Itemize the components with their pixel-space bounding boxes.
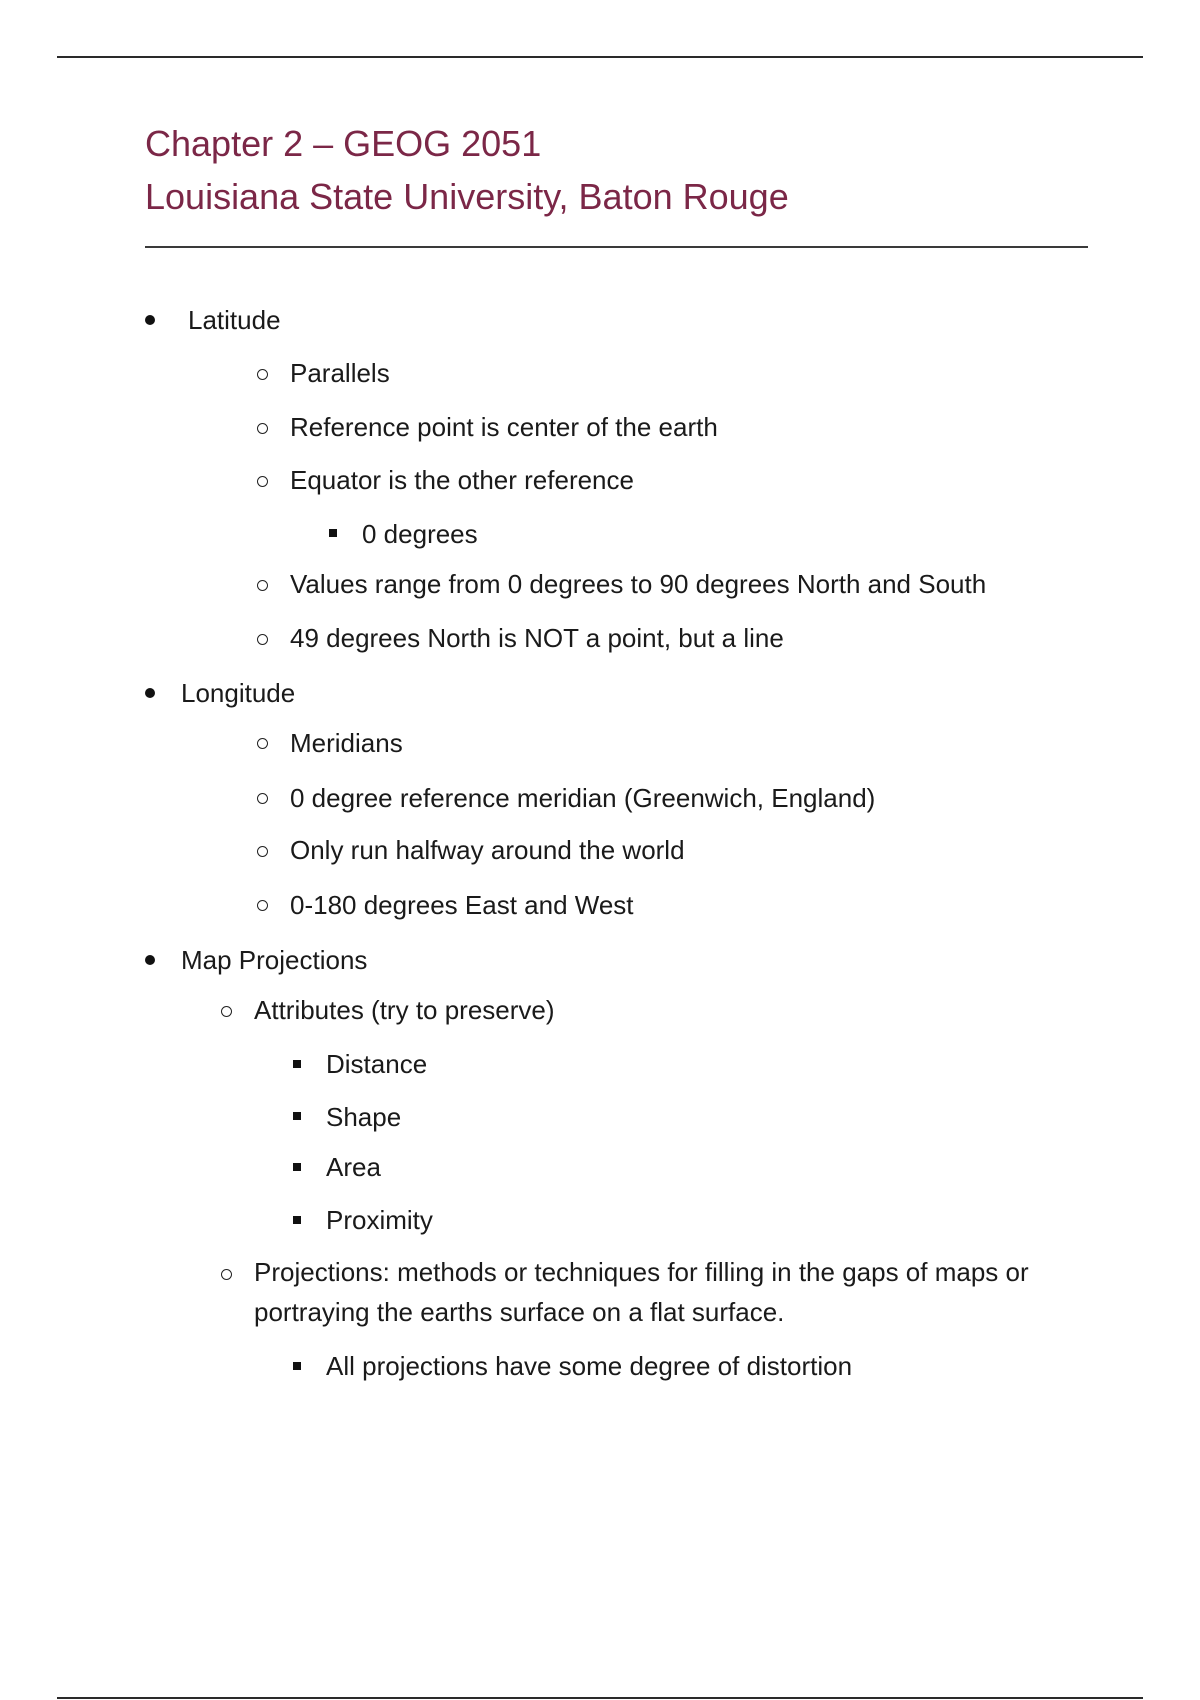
outline-subitem: Meridians bbox=[290, 728, 403, 758]
bullet-circle-icon bbox=[257, 369, 268, 380]
outline-subitem: Values range from 0 degrees to 90 degrees North and South bbox=[290, 569, 987, 599]
bullet-square-icon bbox=[329, 529, 337, 537]
title-underline bbox=[145, 246, 1088, 248]
outline-subitem: Parallels bbox=[290, 358, 390, 388]
outline-subitem: Equator is the other reference bbox=[290, 465, 634, 495]
bullet-square-icon bbox=[293, 1216, 301, 1224]
bullet-disc-icon bbox=[145, 315, 155, 325]
page-top-rule bbox=[57, 56, 1143, 58]
bullet-circle-icon bbox=[257, 580, 268, 591]
outline-subitem: 0-180 degrees East and West bbox=[290, 890, 634, 920]
page-bottom-rule bbox=[57, 1697, 1143, 1699]
bullet-circle-icon bbox=[257, 900, 268, 911]
bullet-circle-icon bbox=[221, 1269, 232, 1280]
bullet-square-icon bbox=[293, 1112, 301, 1120]
bullet-square-icon bbox=[293, 1060, 301, 1068]
outline-item-map-projections: Map Projections bbox=[181, 945, 368, 975]
bullet-disc-icon bbox=[145, 688, 155, 698]
outline-subitem: Only run halfway around the world bbox=[290, 835, 685, 865]
bullet-circle-icon bbox=[257, 476, 268, 487]
outline-subitem: Reference point is center of the earth bbox=[290, 412, 718, 442]
outline-subsubitem: All projections have some degree of distortion bbox=[326, 1351, 853, 1381]
bullet-circle-icon bbox=[221, 1006, 232, 1017]
bullet-square-icon bbox=[293, 1362, 301, 1370]
outline-subitem-projections: Projections: methods or techniques for filling in the gaps of maps or portraying the earths surface on a flat surface. bbox=[254, 1257, 1029, 1327]
outline-subitem: 0 degree reference meridian (Greenwich, England) bbox=[290, 783, 876, 813]
document-title-line1: Chapter 2 – GEOG 2051 bbox=[145, 123, 542, 164]
document-title-line2: Louisiana State University, Baton Rouge bbox=[145, 176, 789, 217]
bullet-circle-icon bbox=[257, 738, 268, 749]
outline-item-latitude: Latitude bbox=[188, 305, 281, 335]
bullet-square-icon bbox=[293, 1163, 301, 1171]
outline-subsubitem: 0 degrees bbox=[362, 519, 478, 549]
outline-subitem: 49 degrees North is NOT a point, but a line bbox=[290, 623, 784, 653]
bullet-disc-icon bbox=[145, 955, 155, 965]
outline-subsubitem: Distance bbox=[326, 1049, 428, 1079]
outline-subsubitem: Shape bbox=[326, 1102, 402, 1132]
bullet-circle-icon bbox=[257, 846, 268, 857]
outline-subsubitem: Proximity bbox=[326, 1205, 433, 1235]
bullet-circle-icon bbox=[257, 634, 268, 645]
bullet-circle-icon bbox=[257, 423, 268, 434]
outline-item-longitude: Longitude bbox=[181, 678, 296, 708]
outline-subsubitem: Area bbox=[326, 1152, 381, 1182]
bullet-circle-icon bbox=[257, 793, 268, 804]
outline-subitem-attributes: Attributes (try to preserve) bbox=[254, 995, 555, 1025]
